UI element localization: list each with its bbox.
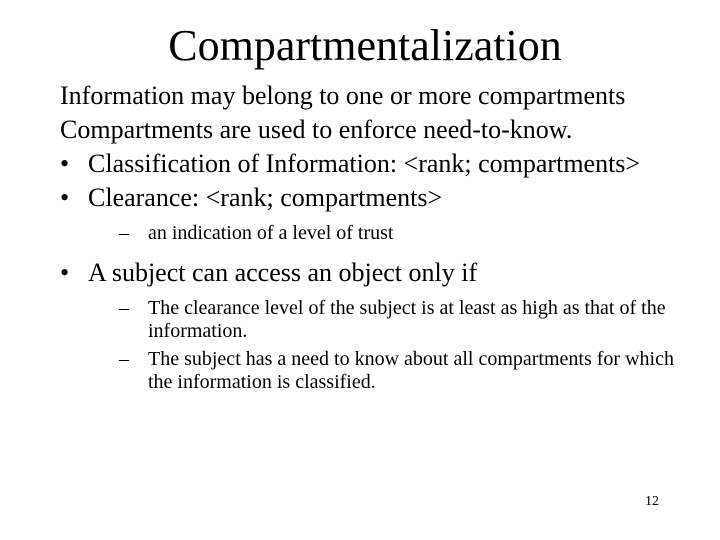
bullet-icon: •: [60, 183, 70, 212]
sub-item-text: an indication of a level of trust: [148, 222, 394, 244]
bullet-text: A subject can access an object only if: [88, 258, 478, 287]
dash-icon: –: [119, 222, 129, 244]
bullet-text: Classification of Information: <rank; compartments>: [88, 149, 641, 178]
paragraph-need-to-know: [60, 116, 690, 144]
paragraph-info-compartments: [60, 82, 690, 110]
sub-item-need-to-know: [90, 348, 690, 394]
bullet-icon: •: [60, 258, 70, 287]
slide-body: [60, 82, 690, 399]
paragraph-text: Compartments are used to enforce need-to-know.: [60, 115, 573, 144]
sub-item-clearance-level: [90, 297, 690, 343]
sub-item-level-of-trust: [90, 222, 690, 245]
dash-icon: –: [119, 297, 129, 319]
slide-title: Compartmentalization: [168, 21, 562, 70]
slide-number: 12: [645, 494, 659, 509]
dash-icon: –: [119, 348, 129, 370]
paragraph-text: Information may belong to one or more compartments: [60, 81, 626, 110]
bullet-icon: •: [60, 149, 70, 178]
sub-item-text: The subject has a need to know about all compartments for which the information is classified.: [148, 348, 674, 393]
bullet-subject-access: [60, 259, 690, 287]
bullet-text: Clearance: <rank; compartments>: [88, 183, 443, 212]
sub-item-text: The clearance level of the subject is at least as high as that of the information.: [148, 297, 666, 342]
bullet-classification: [60, 150, 690, 178]
bullet-clearance: [60, 184, 690, 212]
